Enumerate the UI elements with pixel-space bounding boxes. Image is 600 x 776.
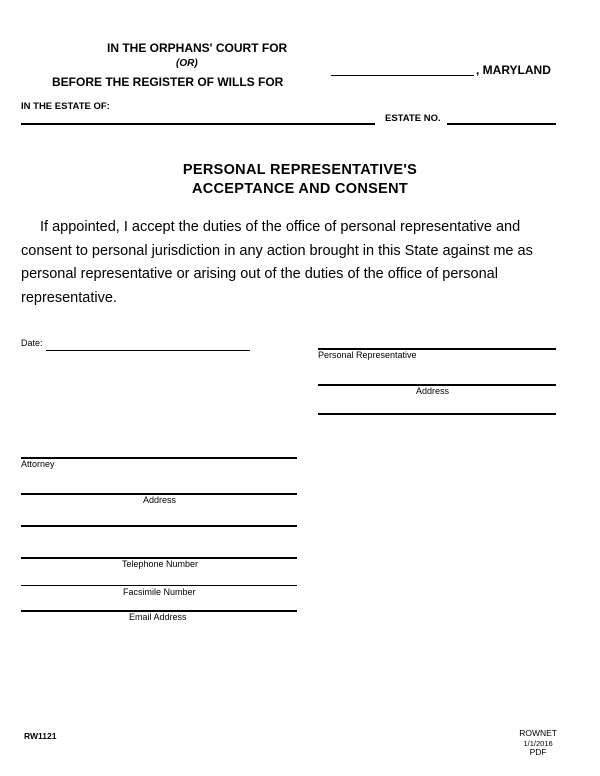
body-line-3: personal representative or arising out of the duties of the office of personal	[21, 266, 498, 282]
attorney-address-line-2[interactable]	[21, 525, 297, 527]
facsimile-line[interactable]	[21, 585, 297, 586]
footer-source: ROWNET	[519, 728, 557, 738]
pr-address-label: Address	[416, 386, 450, 396]
form-id: RW1121	[24, 731, 57, 741]
or-text: (OR)	[176, 58, 198, 69]
form-title-line2: ACCEPTANCE AND CONSENT	[191, 181, 409, 197]
estate-no-line[interactable]	[447, 123, 556, 125]
form-title-line1: PERSONAL REPRESENTATIVE'S	[182, 162, 418, 178]
body-line-1: If appointed, I accept the duties of the office of personal representative and	[40, 219, 521, 235]
pr-address-line-2[interactable]	[318, 413, 556, 415]
estate-name-line[interactable]	[21, 123, 375, 125]
attorney-label: Attorney	[21, 459, 55, 469]
date-label: Date:	[21, 338, 43, 348]
maryland-label: , MARYLAND	[476, 63, 551, 77]
court-heading: IN THE ORPHANS' COURT FOR	[107, 41, 288, 55]
facsimile-label: Facsimile Number	[123, 587, 196, 597]
estate-of-label: IN THE ESTATE OF:	[21, 101, 110, 112]
attorney-signature-line[interactable]	[21, 457, 297, 459]
body-line-4: representative.	[21, 289, 117, 306]
body-line-2: consent to personal jurisdiction in any action brought in this State against me as	[21, 242, 533, 259]
footer-source-block	[519, 729, 557, 758]
estate-no-label: ESTATE NO.	[385, 113, 441, 124]
telephone-label: Telephone Number	[122, 559, 199, 569]
footer-format: PDF	[529, 747, 547, 757]
email-label: Email Address	[129, 612, 187, 622]
county-field-line[interactable]	[331, 75, 474, 76]
register-heading: BEFORE THE REGISTER OF WILLS FOR	[52, 75, 284, 89]
footer-date: 1/1/2016	[523, 738, 553, 748]
attorney-address-label: Address	[143, 495, 177, 505]
date-line[interactable]	[46, 350, 250, 351]
personal-rep-label: Personal Representative	[318, 350, 417, 360]
